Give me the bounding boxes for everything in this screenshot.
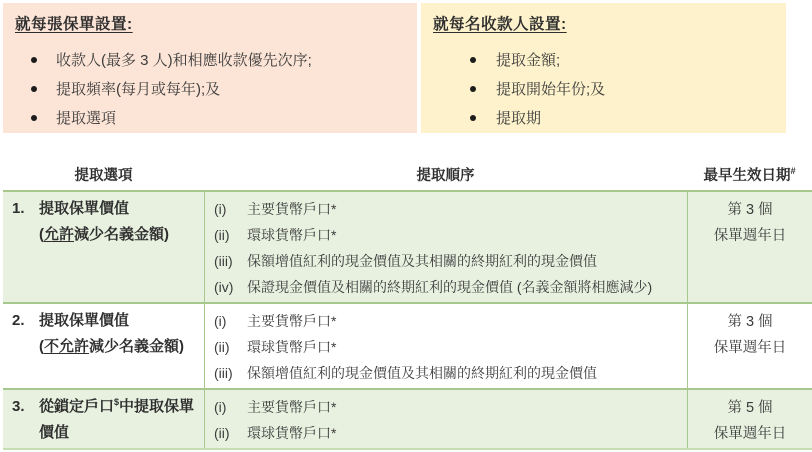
bullet-text: 收款人(最多 3 人)和相應收款優先次序; [56,52,312,69]
bullet-text: 提取開始年份;及 [496,81,606,98]
sequence-text: 環球貨幣戶口* [247,425,337,441]
header-earliest-effective-date [687,164,812,185]
setup-boxes [3,3,812,133]
option-paren: ( [39,226,44,243]
option-text [39,308,184,386]
sequence-line [214,334,683,360]
per-policy-title: 就每張保單設置: [15,16,133,33]
option-pre: 從鎖定戶口 [39,398,115,415]
list-item [433,103,774,132]
sequence-numeral: (ii) [214,425,230,441]
sequence-text: 環球貨幣戶口* [247,227,337,243]
option-underlined: 不允許 [44,338,90,355]
per-payee-title: 就每名收款人設置: [433,16,567,33]
option-text [39,196,169,300]
bullet-text: 提取選項 [56,110,117,127]
header-withdrawal-option: 提取選項 [74,167,133,184]
date-line: 第 5 個 [727,400,773,416]
option-title: 提取保單價值 [39,312,130,329]
dollar-superscript: $ [114,397,120,407]
sequence-cell [204,390,687,448]
sequence-text: 主要貨幣戶口* [247,313,337,329]
list-item [15,45,405,74]
sequence-line [214,196,683,222]
sequence-line [214,248,683,274]
sequence-text: 主要貨幣戶口* [247,201,337,217]
sequence-text: 主要貨幣戶口* [247,399,337,415]
bullet-icon [470,86,476,92]
header-withdrawal-sequence: 提取順序 [416,167,475,184]
bullet-text: 提取期 [496,110,542,127]
effective-date-cell [687,390,812,448]
sequence-numeral: (ii) [214,227,230,243]
sequence-text: 環球貨幣戶口* [247,339,337,355]
option-cell [3,192,204,302]
list-item [433,74,774,103]
bullet-text: 提取頻率(每月或每年);及 [56,81,221,98]
sequence-cell [204,192,687,302]
date-line: 保單週年日 [713,340,787,356]
table-row [3,190,812,302]
list-item [15,74,405,103]
per-policy-bullet-list [15,45,405,132]
sequence-text: 保證現金價值及相關的終期紅利的現金價值 (名義金額將相應減少) [247,279,653,295]
header-date-text: 最早生效日期 [703,167,791,184]
sequence-line [214,308,683,334]
row-number: 3. [12,398,25,415]
row-number: 2. [12,312,25,329]
effective-date-cell [687,192,812,302]
option-text [39,394,200,446]
date-line: 保單週年日 [713,426,787,442]
sequence-line [214,222,683,248]
option-paren: ( [39,338,44,355]
sequence-numeral: (iii) [214,365,233,381]
sequence-line [214,360,683,386]
option-post: 中提取保單價值 [39,398,195,441]
sequence-line [214,274,683,300]
option-cell [3,390,204,448]
sequence-numeral: (i) [214,399,227,415]
sequence-line [214,394,683,420]
sequence-text: 保額增值紅利的現金價值及其相關的終期紅利的現金價值 [247,253,597,269]
effective-date-cell [687,304,812,388]
option-title: 提取保單價值 [39,200,130,217]
option-underlined: 允許 [44,226,75,243]
list-item [433,45,774,74]
hash-superscript: # [790,165,796,176]
bullet-icon [31,115,37,121]
row-number: 1. [12,200,25,217]
sequence-text: 保額增值紅利的現金價值及其相關的終期紅利的現金價值 [247,365,597,381]
option-rest: 減少名義金額) [74,226,170,243]
per-payee-box [421,3,786,133]
per-payee-bullet-list [433,45,774,132]
per-policy-box [3,3,417,133]
bullet-text: 提取金額; [496,52,561,69]
date-line: 保單週年日 [713,228,787,244]
sequence-cell [204,304,687,388]
sequence-line [214,420,683,446]
sequence-numeral: (i) [214,313,227,329]
bullet-icon [31,57,37,63]
table-header-row [3,158,812,190]
bullet-icon [470,57,476,63]
table-row [3,388,812,450]
bullet-icon [31,86,37,92]
date-line: 第 3 個 [727,314,773,330]
sequence-numeral: (iv) [214,279,234,295]
sequence-numeral: (iii) [214,253,233,269]
list-item [15,103,405,132]
table-row [3,302,812,388]
withdrawal-options-table [3,158,812,450]
bullet-icon [470,115,476,121]
date-line: 第 3 個 [727,202,773,218]
sequence-numeral: (i) [214,201,227,217]
option-rest: 減少名義金額) [89,338,185,355]
option-cell [3,304,204,388]
sequence-numeral: (ii) [214,339,230,355]
